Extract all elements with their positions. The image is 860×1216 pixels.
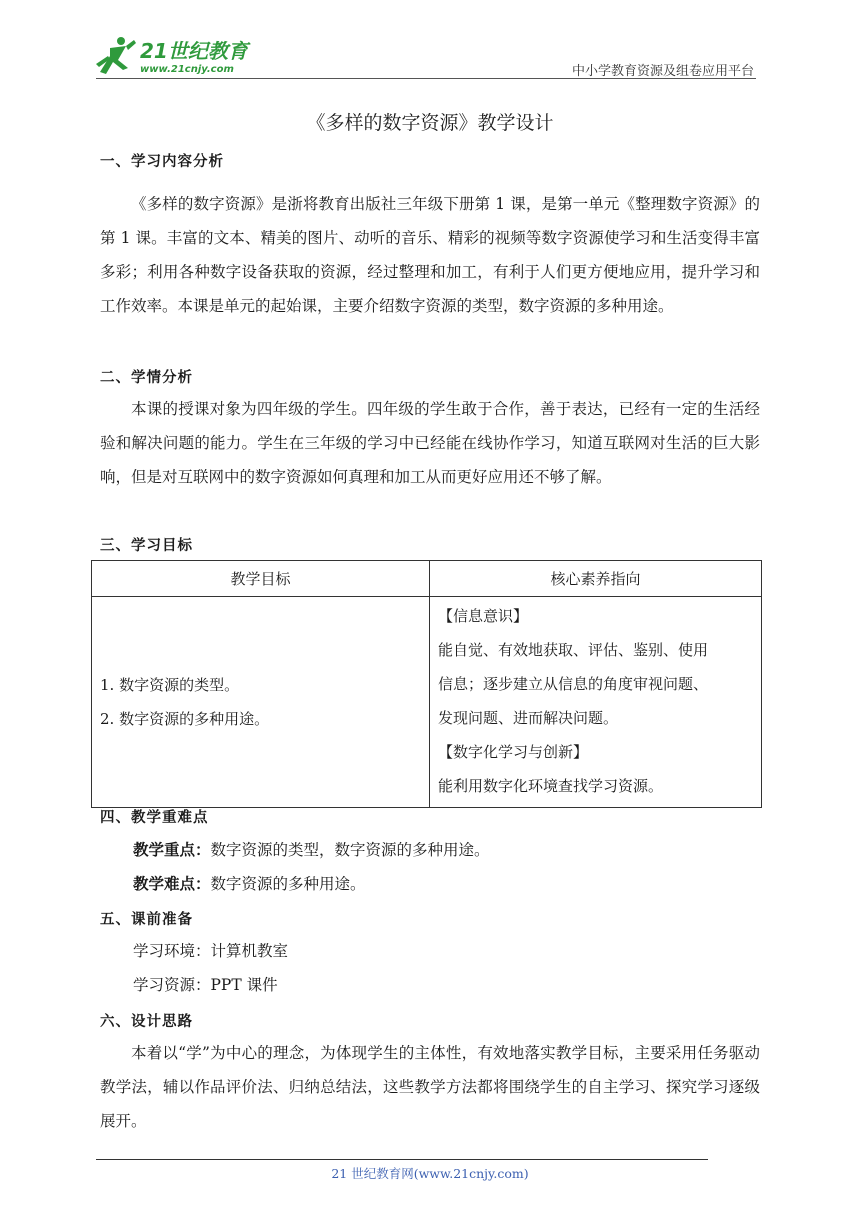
document-title: 《多样的数字资源》教学设计: [306, 112, 554, 134]
section-2-heading: 二、学情分析: [100, 370, 193, 386]
difficulty-line: [100, 867, 793, 901]
goals-cell: [92, 597, 430, 808]
core-item: 信息；逐步建立从信息的角度审视问题、: [438, 675, 709, 693]
learning-environment: 学习环境：计算机教室: [133, 942, 289, 960]
logo-url: www.21cnjy.com: [140, 64, 234, 75]
platform-name: 中小学教育资源及组卷应用平台: [571, 64, 754, 79]
section-4-heading: 四、教学重难点: [100, 810, 209, 826]
key-point-line: [100, 833, 793, 867]
core-item: 发现问题、进而解决问题。: [438, 709, 619, 727]
section-2-paragraph: 本课的授课对象为四年级的学生。四年级的学生敢于合作，善于表达，已经有一定的生活经验和解决问题的能力。学生在三年级的学习中已经能在线协作学习，知道互联网对生活的巨大影响，但是对互联网中的数字资源如何真理和加工从而更好应用还不够了解。: [100, 400, 760, 486]
table-header-row: [92, 561, 762, 597]
section-5-heading: 五、课前准备: [100, 912, 193, 928]
learning-resources: 学习资源：PPT 课件: [133, 976, 278, 994]
runner-icon: [96, 37, 136, 74]
difficulty-label: 教学难点：: [133, 875, 211, 893]
footer-link[interactable]: 21 世纪教育网(www.21cnjy.com): [331, 1166, 529, 1181]
site-logo: [96, 34, 266, 78]
table-header: 核心素养指向: [430, 561, 762, 597]
footer-divider: [96, 1159, 708, 1160]
section-1-heading: 一、学习内容分析: [100, 154, 224, 170]
key-point-label: 教学重点：: [133, 841, 211, 859]
core-item: 【信息意识】: [438, 607, 529, 625]
goal-item: 2. 数字资源的多种用途。: [100, 710, 270, 728]
section-6-paragraph: 本着以“学”为中心的理念，为体现学生的主体性，有效地落实教学目标，主要采用任务驱动教学法，辅以作品评价法、归纳总结法，这些教学方法都将围绕学生的自主学习、探究学习逐级展开。: [100, 1044, 760, 1130]
section-3-heading: 三、学习目标: [100, 538, 193, 554]
header-divider: [96, 78, 756, 79]
core-item: 能利用数字化环境查找学习资源。: [438, 777, 664, 795]
difficulty-text: 数字资源的多种用途。: [210, 875, 366, 893]
goal-item: 1. 数字资源的类型。: [100, 676, 240, 694]
table-header: 教学目标: [92, 561, 430, 597]
section-6-heading: 六、设计思路: [100, 1014, 193, 1030]
core-item: 能自觉、有效地获取、评估、鉴别、使用: [438, 641, 709, 659]
goals-table: [91, 560, 762, 808]
section-1-paragraph: 《多样的数字资源》是浙将教育出版社三年级下册第 1 课，是第一单元《整理数字资源》的第 1 课。丰富的文本、精美的图片、动听的音乐、精彩的视频等数字资源使学习和生活变得丰富多彩；利用各种数字设备获取的资源，经过整理和加工，有利于人们更方便地应用，提升学习和工作效率。本课是单元的起始课，主要介绍数字资源的类型，数字资源的多种用途。: [100, 195, 760, 315]
core-item: 【数字化学习与创新】: [438, 743, 589, 761]
key-point-text: 数字资源的类型，数字资源的多种用途。: [210, 841, 490, 859]
core-literacy-cell: [430, 597, 762, 808]
logo-text: 21世纪教育: [140, 39, 248, 63]
table-row: [92, 597, 762, 808]
